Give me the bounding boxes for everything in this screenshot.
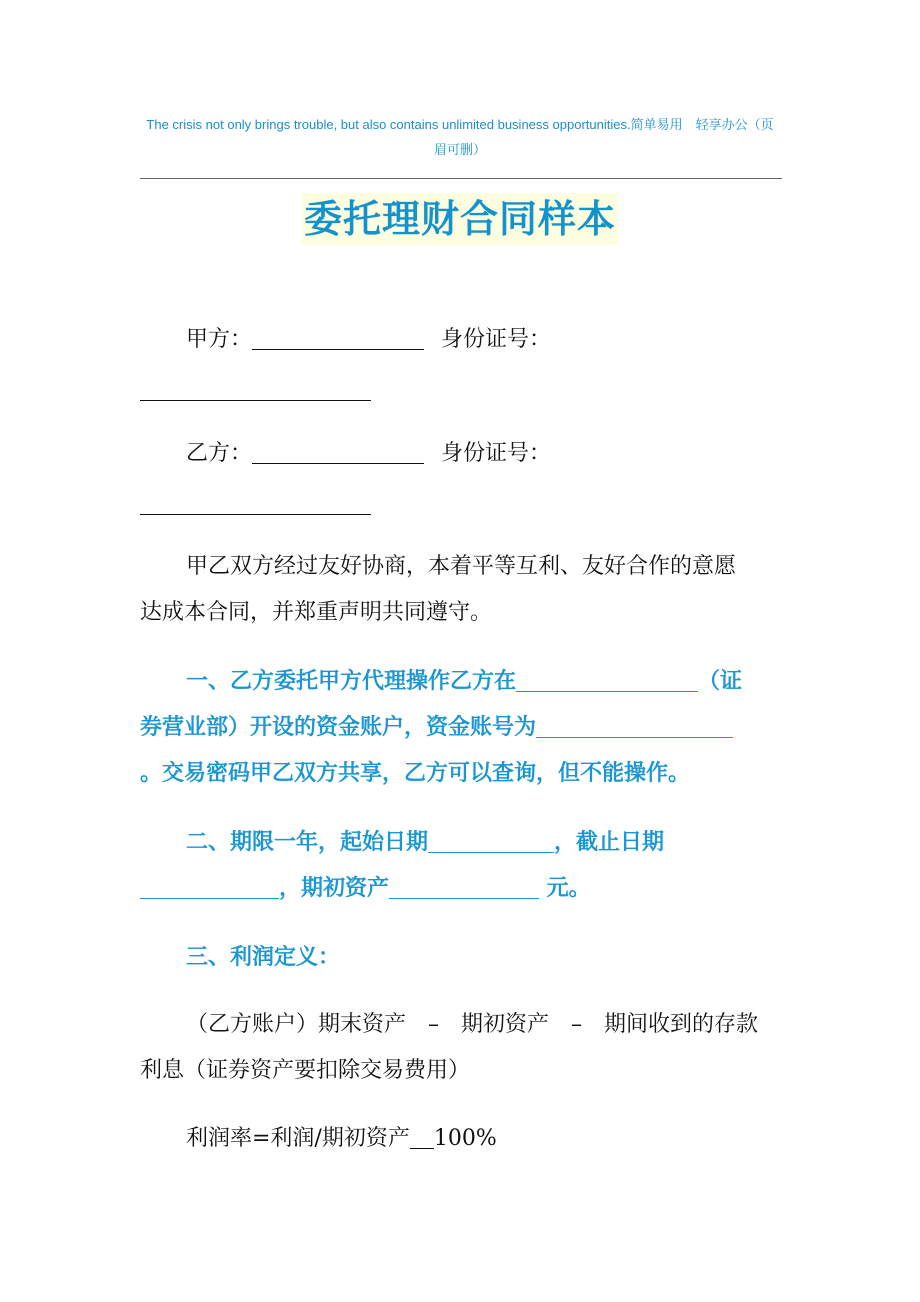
clause-2-line-1-mid: ，截止日期	[554, 830, 665, 855]
profit-definition	[140, 1002, 780, 1094]
securities-branch-blank	[516, 671, 698, 692]
party-b-id-blank	[140, 514, 371, 515]
party-b-id-label: 身份证号：	[441, 441, 552, 466]
profit-def-line-1: （乙方账户）期末资产 – 期初资产 – 期间收到的存款	[186, 1012, 759, 1037]
party-b-line	[140, 431, 780, 477]
clause-3-heading	[140, 935, 780, 981]
header-line-1: The crisis not only brings trouble, but also contains unlimited business opportunities.简单易用 轻享办公（页	[146, 117, 774, 132]
party-a-label: 甲方：	[186, 327, 253, 352]
clause-1-line-1-post: （证	[698, 669, 743, 694]
end-date-blank	[140, 878, 279, 899]
start-date-blank	[428, 832, 554, 853]
clause-2	[140, 820, 780, 912]
account-number-blank	[536, 717, 733, 738]
intro-paragraph	[140, 544, 780, 636]
clause-1-line-3: 。交易密码甲乙双方共享，乙方可以查询，但不能操作。	[140, 761, 691, 786]
profit-rate-formula	[140, 1116, 780, 1162]
intro-line-2: 达成本合同，并郑重声明共同遵守。	[140, 600, 493, 625]
party-a-name-blank	[252, 329, 424, 350]
profit-rate-text-pre: 利润率=利润/期初资产	[186, 1126, 410, 1151]
party-a-id-label: 身份证号：	[441, 327, 552, 352]
clause-2-line-2-mid: ，期初资产	[279, 876, 390, 901]
initial-assets-blank	[389, 878, 539, 899]
profit-def-line-2: 利息（证券资产要扣除交易费用）	[140, 1058, 471, 1083]
clause-1-line-2-pre: 券营业部）开设的资金账户，资金账号为	[140, 715, 537, 740]
profit-rate-text-post: 100%	[433, 1126, 497, 1151]
intro-line-1: 甲乙双方经过友好协商，本着平等互利、友好合作的意愿	[186, 554, 737, 579]
party-b-name-blank	[252, 443, 424, 464]
clause-3-heading-text: 三、利润定义：	[186, 945, 341, 970]
clause-1	[140, 659, 780, 797]
header-line-2: 眉可删）	[433, 142, 486, 157]
title-wrapper	[0, 193, 920, 245]
party-a-line	[140, 317, 780, 363]
clause-2-line-1-pre: 二、期限一年，起始日期	[186, 830, 429, 855]
party-b-label: 乙方：	[186, 441, 253, 466]
page-header	[140, 112, 780, 162]
party-a-id-blank	[140, 400, 371, 401]
multiply-blank	[410, 1128, 434, 1149]
clause-1-line-1-pre: 一、乙方委托甲方代理操作乙方在	[186, 669, 517, 694]
document-title: 委托理财合同样本	[302, 193, 618, 245]
clause-2-line-2-post: 元。	[539, 876, 591, 901]
header-divider	[140, 178, 782, 179]
